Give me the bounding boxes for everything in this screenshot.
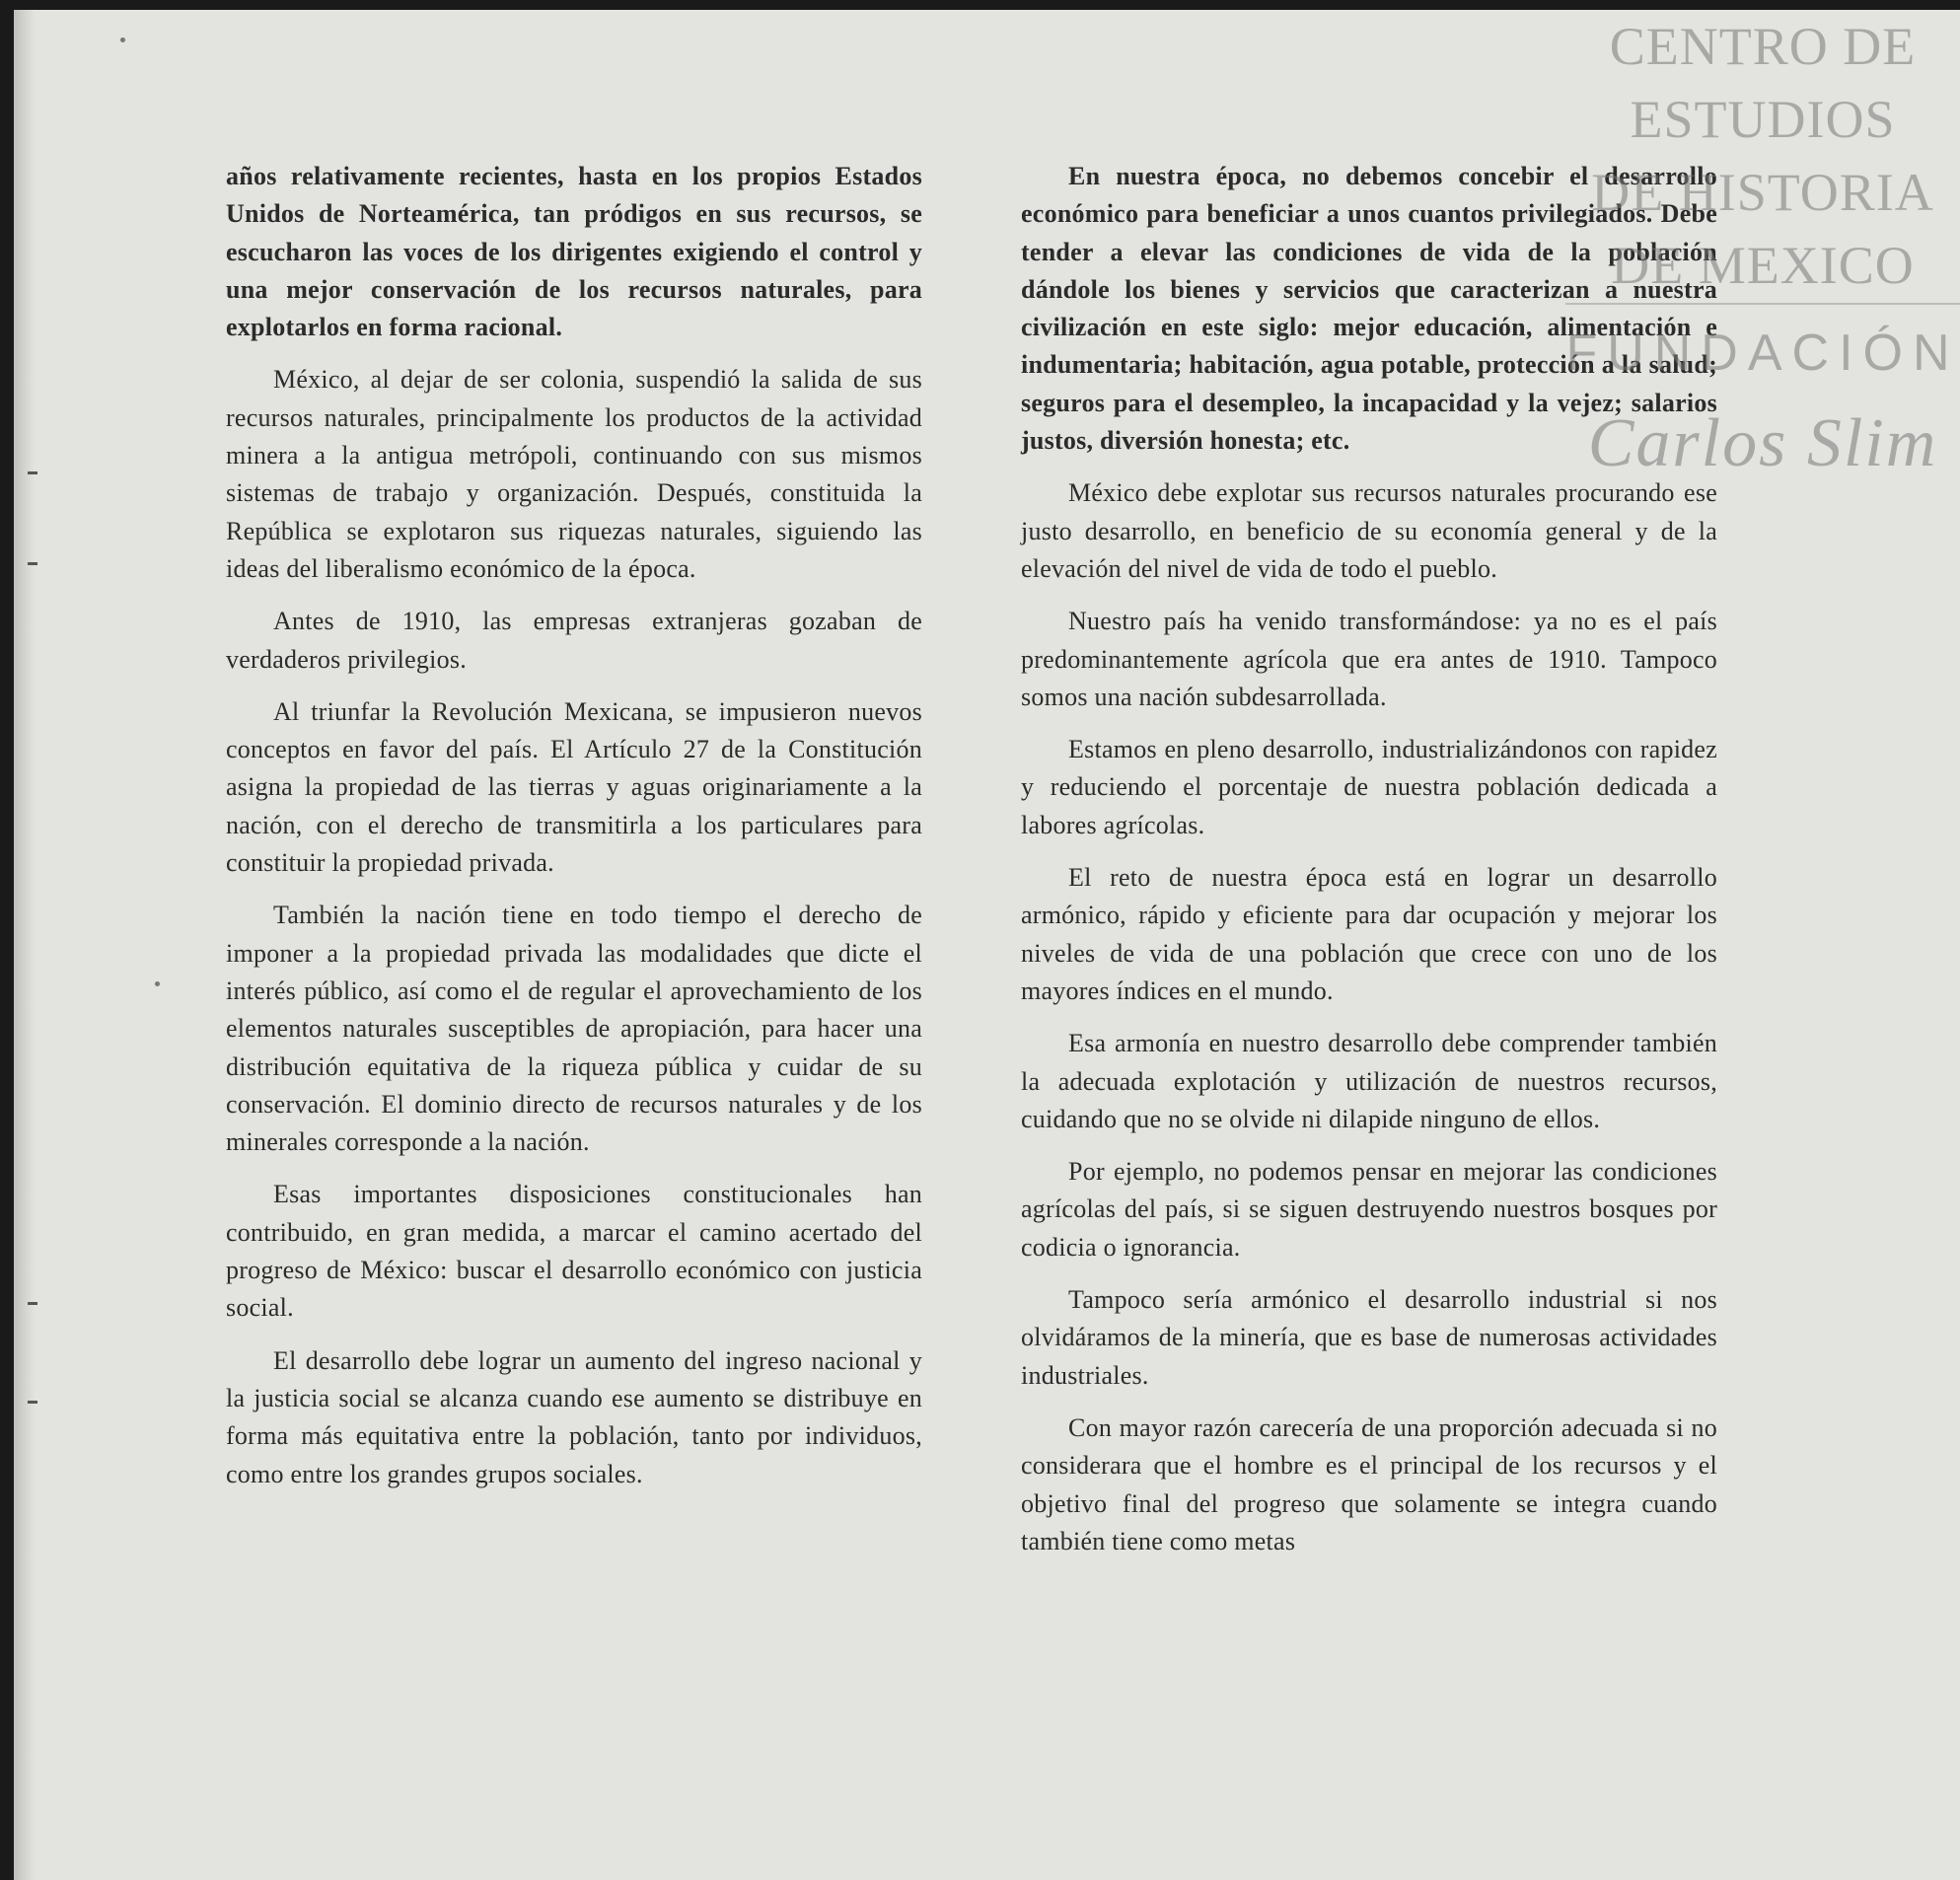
paragraph: Con mayor razón carecería de una proporción adecuada si no considerara que el hombre es el principal de los recursos y el objetivo final del progreso que solamente se integra cuando también tiene como metas [1021,1412,1717,1555]
paragraph: El desarrollo debe lograr un aumento del ingreso nacional y la justicia social se alcanza cuando ese aumento se distribuye en forma más equitativa entre la población, tanto por individuos, como entre los grandes grupos sociales. [226,1345,922,1488]
paragraph: El reto de nuestra época está en lograr un desarrollo armónico, rápido y eficiente para dar ocupación y mejorar los niveles de vida de una población que crece con uno de los mayores índices en el mundo. [1021,863,1717,1005]
paragraph: También la nación tiene en todo tiempo el derecho de imponer a la propiedad privada las modalidades que dicte el interés público, así como el de regular el aprovechamiento de los elementos naturales susceptibles de apropiación, para hacer una distribución equitativa de la riqueza pública y cuidar de su conservación. El dominio directo de recursos naturales y de los minerales corresponde a la nación. [226,901,922,1157]
binding-mark [28,562,37,565]
binding-mark [28,471,37,474]
paragraph: Nuestro país ha venido transformándose: ya no es el país predominantemente agrícola que era antes de 1910. Tampoco somos una nación subdesarrollada. [1021,607,1717,711]
paragraph: México debe explotar sus recursos naturales procurando ese justo desarrollo, en beneficio de su economía general y de la elevación del nivel de vida de todo el pueblo. [1021,478,1717,583]
watermark-fundacion: FUNDACIÓN [1565,325,1960,382]
left-column [226,158,922,1508]
paragraph: Antes de 1910, las empresas extranjeras gozaban de verdaderos privilegios. [226,607,922,674]
speck [120,37,125,42]
watermark-line: ESTUDIOS [1630,90,1896,149]
watermark-divider [1565,303,1960,305]
binding-mark [28,1302,37,1305]
paragraph: Estamos en pleno desarrollo, industrializándonos con rapidez y reduciendo el porcentaje de nuestra población dedicada a labores agrícolas. [1021,735,1717,839]
archive-watermark [1565,10,1960,503]
speck [155,981,160,986]
watermark-line: DE HISTORIA [1591,163,1934,222]
document-page [14,10,1960,1880]
paragraph: Al triunfar la Revolución Mexicana, se impusieron nuevos conceptos en favor del país. El Artículo 27 de la Constitución asigna la propiedad de las tierras y aguas originariamente a la nación, con el derecho de transmitirla a los particulares para constituir la propiedad privada. [226,696,922,878]
watermark-signature: Carlos Slim [1587,405,1938,481]
binding-mark [28,1401,37,1404]
paragraph: México, al dejar de ser colonia, suspendió la salida de sus recursos naturales, principalmente los productos de la actividad minera a la antigua metrópoli, continuando con sus mismos sistemas de trabajo y organización. Después, constituida la República se explotaron sus riquezas naturales, siguiendo las ideas del liberalismo económico de la época. [226,365,922,583]
page-spine [14,10,36,1880]
paragraph: En nuestra época, no debemos concebir el desarrollo económico para beneficiar a unos cuantos privilegiados. Debe tender a elevar las condiciones de vida de la población dándole los bienes y servicios que caracterizan a nuestra civilización en este siglo: mejor educación, alimentación e indumentaria; habitación, agua potable, protección a la salud; seguros para el desempleo, la incapacidad y la vejez; salarios justos, diversión honesta; etc. [1021,162,1717,456]
paragraph: Esa armonía en nuestro desarrollo debe comprender también la adecuada explotación y utilización de nuestros recursos, cuidando que no se olvide ni dilapide ninguno de ellos. [1021,1029,1717,1133]
watermark-line: DE MEXICO [1611,236,1915,295]
paragraph: años relativamente recientes, hasta en los propios Estados Unidos de Norteamérica, tan pródigos en sus recursos, se escucharon las voces de los dirigentes exigiendo el control y una mejor conservación de los recursos naturales, para explotarlos en forma racional. [226,162,922,342]
watermark-line: CENTRO DE [1609,17,1917,76]
paragraph: Tampoco sería armónico el desarrollo industrial si nos olvidáramos de la minería, que es base de numerosas actividades industriales. [1021,1285,1717,1390]
paragraph: Por ejemplo, no podemos pensar en mejorar las condiciones agrícolas del país, si se siguen destruyendo nuestros bosques por codicia o ignorancia. [1021,1157,1717,1262]
paragraph: Esas importantes disposiciones constitucionales han contribuido, en gran medida, a marcar el camino acertado del progreso de México: buscar el desarrollo económico con justicia social. [226,1180,922,1323]
